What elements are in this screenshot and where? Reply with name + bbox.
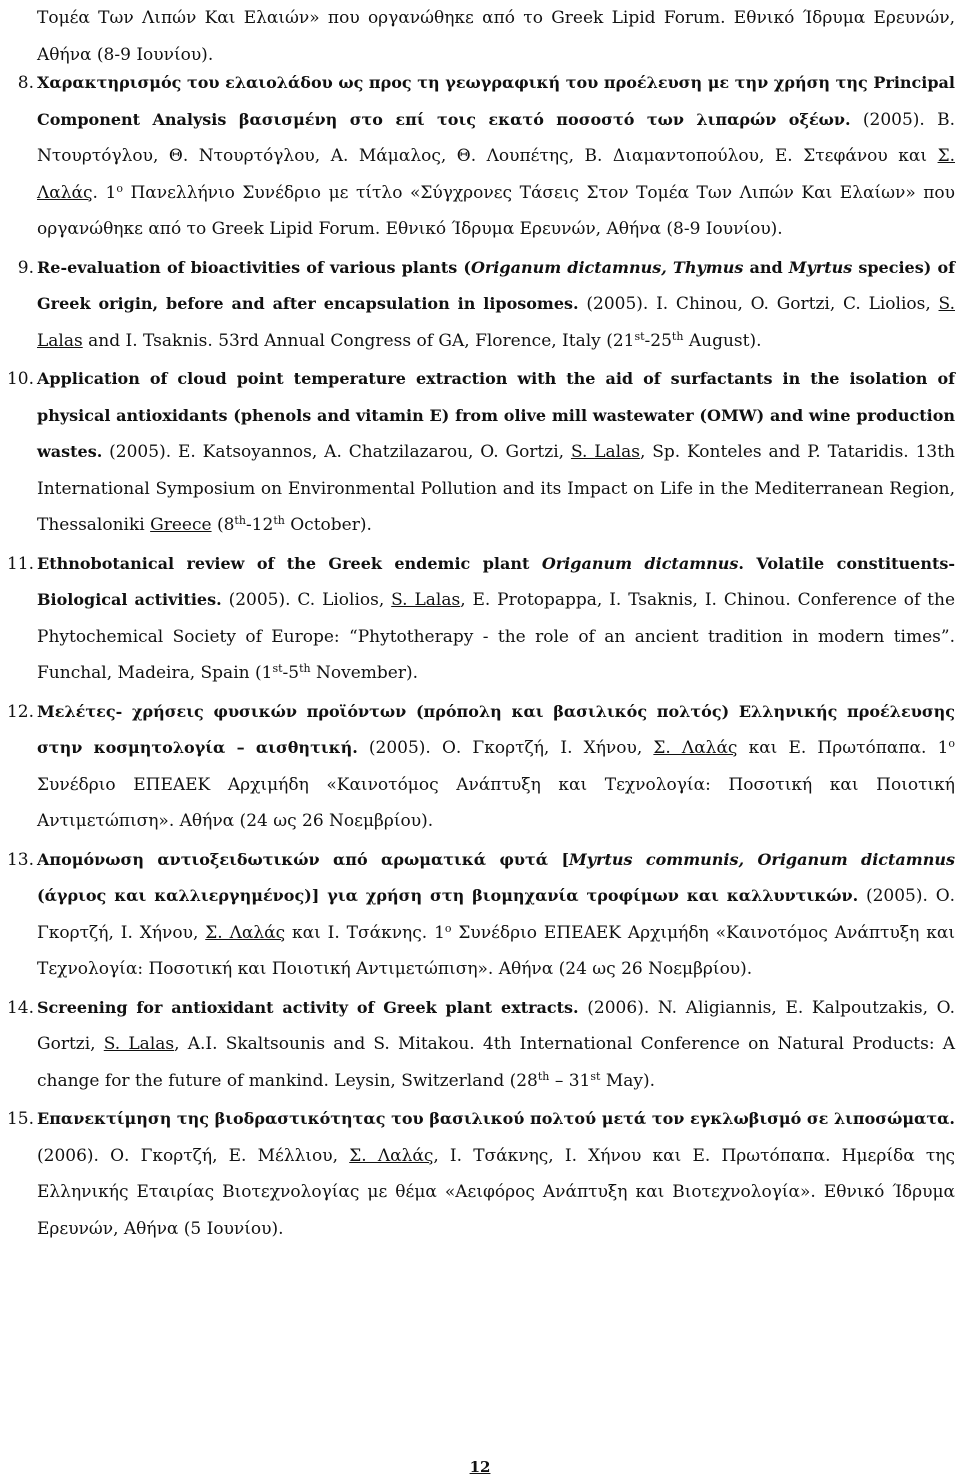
reference-venue: -25 — [644, 330, 672, 351]
reference-venue: Conference of the Phytochemical Society of Europe: “Phytotherapy - the role of an ancient tradition in modern times”. Funchal, Madeira, Spain (1 — [37, 590, 956, 683]
venue-country: Greece — [150, 515, 212, 535]
reference-item-14 — [0, 990, 955, 1100]
reference-authors: Ο. Γκορτζή, Ι. Χήνου, — [441, 738, 643, 758]
reference-item-15 — [0, 1101, 955, 1247]
reference-venue: – 31 — [554, 1070, 591, 1091]
highlighted-author: Lalas — [37, 330, 83, 351]
species-name: Origanum dictamnus, Thymus — [470, 257, 744, 277]
highlighted-author: Σ. Λαλάς — [653, 738, 738, 758]
reference-number: 10. — [6, 369, 34, 389]
reference-authors: C. Liolios, — [297, 590, 385, 610]
title-part: (άγριος και καλλιεργημένος)] για χρήση στη βιομηχανία τροφίμων και καλλυντικών. — [37, 886, 859, 905]
reference-year: (2005). — [368, 738, 431, 758]
title-part: species) of Greek origin, before and after encapsulation in liposomes. — [37, 257, 955, 313]
reference-authors: Β. Ντουρτόγλου, Θ. Ντουρτόγλου, Α. Μάμαλος, Θ. Λουπέτης, Β. Διαμαντοπούλου, Ε. Στεφάνου και — [37, 109, 956, 166]
species-name: Myrtus — [788, 257, 853, 277]
reference-venue: Συνέδριο ΕΠΕΑΕΚ Αρχιμήδη «Καινοτόμος Ανάπτυξη και Τεχνολογία: Ποσοτική και Ποιοτική Αντιμετώπιση». Αθήνα (24 ως 26 Νοεμβρίου). — [37, 774, 955, 831]
reference-7-continuation: Τομέα Των Λιπών Και Ελαιών» που οργανώθηκε από το Greek Lipid Forum. Εθνικό Ίδρυμα Ερευνών, Αθήνα (8-9 Ιουνίου). — [37, 8, 955, 65]
ordinal-superscript: ο — [116, 181, 123, 195]
reference-authors: Ο. Γκορτζή, Ι. Χήνου, — [37, 886, 956, 943]
reference-item-12 — [0, 694, 955, 840]
reference-year: (2006). — [37, 1145, 99, 1166]
reference-number: 11. — [6, 553, 34, 574]
reference-title: Application of cloud point temperature extraction with the aid of surfactants in the isolation of physical antioxidants (phenols and vitamin E) from olive mill wastewater (OMW) and wine production wastes. — [37, 369, 955, 461]
reference-authors: N. Aligiannis, E. Kalpoutzakis, O. Gortzi, — [37, 997, 956, 1054]
highlighted-author: Σ. Λαλάς — [205, 922, 286, 943]
reference-item-8 — [0, 65, 955, 248]
title-part: Re-evaluation of bioactivities of various plants ( — [37, 257, 471, 277]
reference-venue: 1 — [937, 738, 949, 758]
title-part: . Volatile constituents-Biological activities. — [37, 553, 956, 609]
reference-authors-end: and I. Tsaknis. — [88, 330, 213, 351]
highlighted-author: S. Lalas — [570, 442, 640, 462]
reference-title — [37, 850, 955, 906]
reference-number: 12. — [6, 701, 34, 722]
highlighted-author: S. Lalas — [103, 1034, 175, 1054]
reference-item-11 — [0, 546, 955, 692]
reference-year: (2005). — [109, 442, 172, 462]
reference-list — [0, 65, 955, 1249]
reference-venue: (8 — [216, 515, 235, 535]
reference-number: 8. — [17, 73, 34, 93]
highlighted-author: Σ. Λαλάς — [37, 146, 955, 203]
reference-venue: May). — [605, 1070, 656, 1091]
reference-venue: Ημερίδα της Ελληνικής Εταιρίας Βιοτεχνολογίας με θέμα «Αειφόρος Ανάπτυξη και Βιοτεχνολογία». Εθνικό Ίδρυμα Ερευνών, Αθήνα (5 Ιουνίου). — [37, 1145, 956, 1239]
reference-year: (2005). — [865, 886, 928, 906]
ordinal-superscript: ο — [948, 737, 956, 750]
reference-authors-end: , E. Protopappa, I. Tsaknis, I. Chinou. — [460, 590, 791, 610]
reference-authors: E. Katsoyannos, A. Chatzilazarou, O. Gortzi, — [177, 442, 565, 462]
ordinal-superscript: th — [273, 514, 285, 527]
reference-title: Χαρακτηρισμός του ελαιολάδου ως προς τη γεωγραφική του προέλευση με την χρήση της Principal Component Analysis βασισμένη στο επί τοις εκατό ποσοστό των λιπαρών οξέων. — [37, 73, 955, 129]
reference-item-9 — [0, 250, 955, 360]
reference-venue: November). — [316, 663, 418, 683]
reference-venue: Πανελλήνιο Συνέδριο με τίτλο «Σύγχρονες Τάσεις Στον Τομέα Των Λιπών Και Ελαίων» που οργανώθηκε από το Greek Lipid Forum. Εθνικό Ίδρυμα Ερευνών, Αθήνα (8-9 Ιουνίου). — [37, 182, 955, 239]
reference-year: (2005). — [862, 109, 925, 130]
reference-authors: Ο. Γκορτζή, Ε. Μέλλιου, — [110, 1145, 339, 1166]
reference-year: (2005). — [228, 590, 291, 610]
reference-title: Screening for antioxidant activity of Greek plant extracts. — [37, 997, 579, 1017]
reference-year: (2006). — [587, 997, 650, 1018]
reference-authors-end: , A.I. Skaltsounis and S. Mitakou. — [174, 1034, 475, 1054]
reference-title: Επανεκτίμηση της βιοδραστικότητας του βασιλικού πολτού μετά τον εγκλωβισμό σε λιποσώματα. — [37, 1109, 955, 1128]
page-number: 12 — [469, 1458, 491, 1476]
ordinal-superscript: th — [671, 329, 684, 343]
reference-authors-end: , Sp. Konteles and P. Tataridis. — [639, 442, 909, 462]
reference-venue: 1 — [105, 182, 117, 203]
reference-venue: Συνέδριο ΕΠΕΑΕΚ Αρχιμήδη «Καινοτόμος Ανάπτυξη και Τεχνολογία: Ποσοτική και Ποιοτική Αντιμετώπιση». Αθήνα (24 ως 26 Νοεμβρίου). — [37, 922, 955, 979]
ordinal-superscript: th — [299, 662, 311, 675]
reference-number: 15. — [6, 1109, 34, 1129]
reference-venue: -5 — [282, 663, 300, 683]
ordinal-superscript: st — [272, 662, 283, 675]
highlighted-author-initial: S. — [938, 294, 955, 314]
ordinal-superscript: th — [234, 514, 246, 527]
reference-venue: 53rd Annual Congress of GA, Florence, Italy (21 — [218, 330, 635, 351]
reference-venue: August). — [688, 330, 762, 351]
reference-venue: 13th International Symposium on Environmental Pollution and its Impact on Life in the Mediterranean Region, Thessaloniki — [37, 442, 956, 535]
reference-year: (2005). — [586, 294, 649, 314]
reference-authors-end: , Ι. Τσάκνης, Ι. Χήνου και Ε. Πρωτόπαπα. — [433, 1145, 831, 1166]
title-part: and — [743, 257, 789, 277]
title-part: Ethnobotanical review of the Greek endemic plant — [37, 553, 542, 573]
reference-item-13 — [0, 842, 955, 988]
reference-title: Μελέτες- χρήσεις φυσικών προϊόντων (πρόπολη και βασιλικός πολτός) Ελληνικής προέλευσης στην κοσμητολογία – αισθητική. — [37, 701, 955, 757]
reference-venue: October). — [290, 515, 372, 535]
reference-number: 14. — [6, 997, 34, 1018]
reference-number: 9. — [17, 257, 34, 278]
species-name: Myrtus communis, Origanum dictamnus — [569, 849, 955, 869]
title-part: Απομόνωση αντιοξειδωτικών από αρωματικά φυτά [ — [37, 849, 570, 869]
species-name: Origanum dictamnus — [541, 553, 739, 573]
reference-authors: I. Chinou, O. Gortzi, C. Liolios, — [656, 294, 931, 314]
ordinal-superscript: ο — [444, 921, 452, 935]
reference-authors-end: και Ι. Τσάκνης. — [292, 922, 428, 943]
reference-number: 13. — [6, 849, 34, 870]
highlighted-author: Σ. Λαλάς — [349, 1145, 434, 1166]
reference-authors-end: . — [92, 182, 98, 203]
ordinal-superscript: st — [634, 329, 645, 343]
reference-authors-end: και Ε. Πρωτόπαπα. — [748, 738, 927, 758]
ordinal-superscript: th — [537, 1069, 550, 1083]
reference-venue: 1 — [434, 922, 445, 943]
reference-venue: -12 — [245, 515, 274, 535]
ordinal-superscript: st — [590, 1069, 601, 1083]
reference-venue: 4th International Conference on Natural Products: A change for the future of mankind. Leysin, Switzerland (28 — [37, 1034, 956, 1091]
highlighted-author: S. Lalas — [391, 590, 461, 610]
reference-item-10 — [0, 361, 955, 544]
